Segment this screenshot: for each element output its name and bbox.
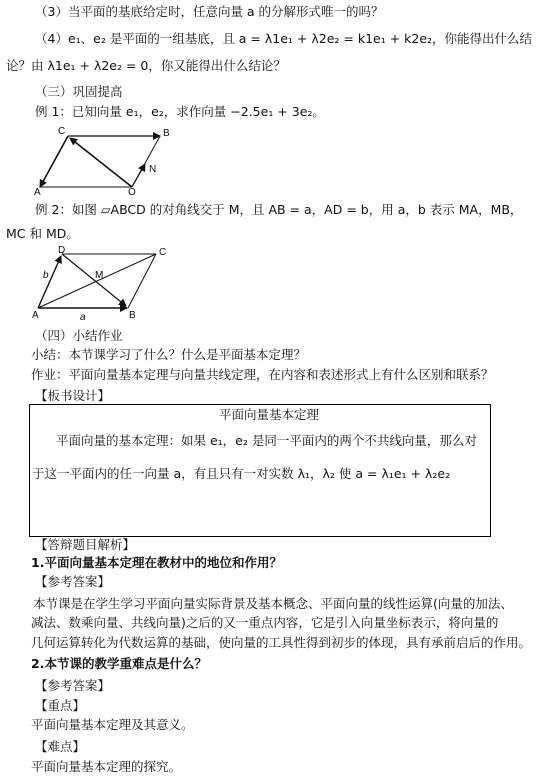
diagonal-ac <box>38 254 156 308</box>
example-2-line2: MC 和 MD。 <box>6 226 79 241</box>
example-2-line1: 例 2：如图 ▱ABCD 的对角线交于 M，且 AB = a，AD = b，用 a，b 表示 MA，MB， <box>35 202 523 217</box>
question-4-line1: （4）e₁、e₂ 是平面的一组基底，且 a = λ1e₁ + λ2e₂ = k1e₁ + k2e₂，你能得出什么结 <box>35 31 533 46</box>
example-1: 例 1：已知向量 e₁，e₂，求作向量 −2.5e₁ + 3e₂。 <box>35 104 325 119</box>
label-d: D <box>58 246 66 256</box>
key-point-heading: 【重点】 <box>35 698 86 713</box>
board-title: 平面向量基本定理 <box>219 407 320 422</box>
reference-answer-2: 【参考答案】 <box>35 678 111 693</box>
label-b-side: b <box>43 270 49 281</box>
label-o: O <box>128 187 136 196</box>
difficulty-heading: 【难点】 <box>35 739 86 754</box>
board-design-box <box>29 404 491 537</box>
section-4-title: （四）小结作业 <box>35 328 123 343</box>
label-b: B <box>129 310 136 321</box>
question-1-title: 1.平面向量基本定理在教材中的地位和作用？ <box>31 555 282 570</box>
example-1-figure <box>32 124 182 196</box>
section-3-title: （三）巩固提高 <box>35 84 123 99</box>
board-heading: 【板书设计】 <box>35 388 111 403</box>
vector-o-c <box>70 138 132 187</box>
diagonal-db <box>62 254 126 306</box>
summary: 小结：本节课学习了什么？什么是平面基本定理？ <box>31 347 307 362</box>
difficulty-text: 平面向量基本定理的探究。 <box>31 759 182 774</box>
label-m: M <box>95 270 104 281</box>
vector-ad <box>38 256 61 308</box>
answer-1-line1: 本节课是在学生学习平面向量实际背景及基本概念、平面向量的线性运算(向量的加法、 <box>33 596 513 611</box>
edge-c-b <box>128 254 156 308</box>
answer-heading: 【答辩题目解析】 <box>35 537 136 552</box>
label-n: N <box>149 164 157 175</box>
question-3: （3）当平面的基底给定时，任意向量 a 的分解形式唯一的吗？ <box>35 4 384 19</box>
theorem-line2: 于这一平面内的任一向量 a，有且只有一对实数 λ₁，λ₂ 使 a = λ₁e₁ + λ₂e₂ <box>32 466 451 481</box>
label-a: A <box>34 187 41 196</box>
edge-c-a <box>40 136 68 187</box>
label-a-side: a <box>80 312 86 323</box>
answer-1-line3: 几何运算转化为代数运算的基础，使向量的工具性得到初步的体现，具有承前启后的作用。 <box>31 635 532 650</box>
example-2-figure <box>32 246 182 324</box>
vector-o-n <box>132 164 145 187</box>
label-b: B <box>163 128 170 139</box>
key-point-text: 平面向量基本定理及其意义。 <box>31 717 194 732</box>
question-2-title: 2.本节课的教学重难点是什么？ <box>31 656 207 671</box>
answer-1-line2: 减法、数乘向量、共线向量)之后的又一重点内容，它是引入向量坐标表示，将向量的 <box>31 615 499 630</box>
label-c: C <box>58 126 66 137</box>
label-a: A <box>32 310 39 321</box>
reference-answer-1: 【参考答案】 <box>35 574 111 589</box>
theorem-line1: 平面向量的基本定理：如果 e₁，e₂ 是同一平面内的两个不共线向量，那么对 <box>56 433 477 448</box>
homework: 作业：平面向量基本定理与向量共线定理，在内容和表述形式上有什么区别和联系？ <box>31 367 494 382</box>
label-c: C <box>159 247 167 258</box>
question-4-line2: 论？由 λ1e₁ + λ2e₂ = 0，你又能得出什么结论？ <box>6 58 286 73</box>
